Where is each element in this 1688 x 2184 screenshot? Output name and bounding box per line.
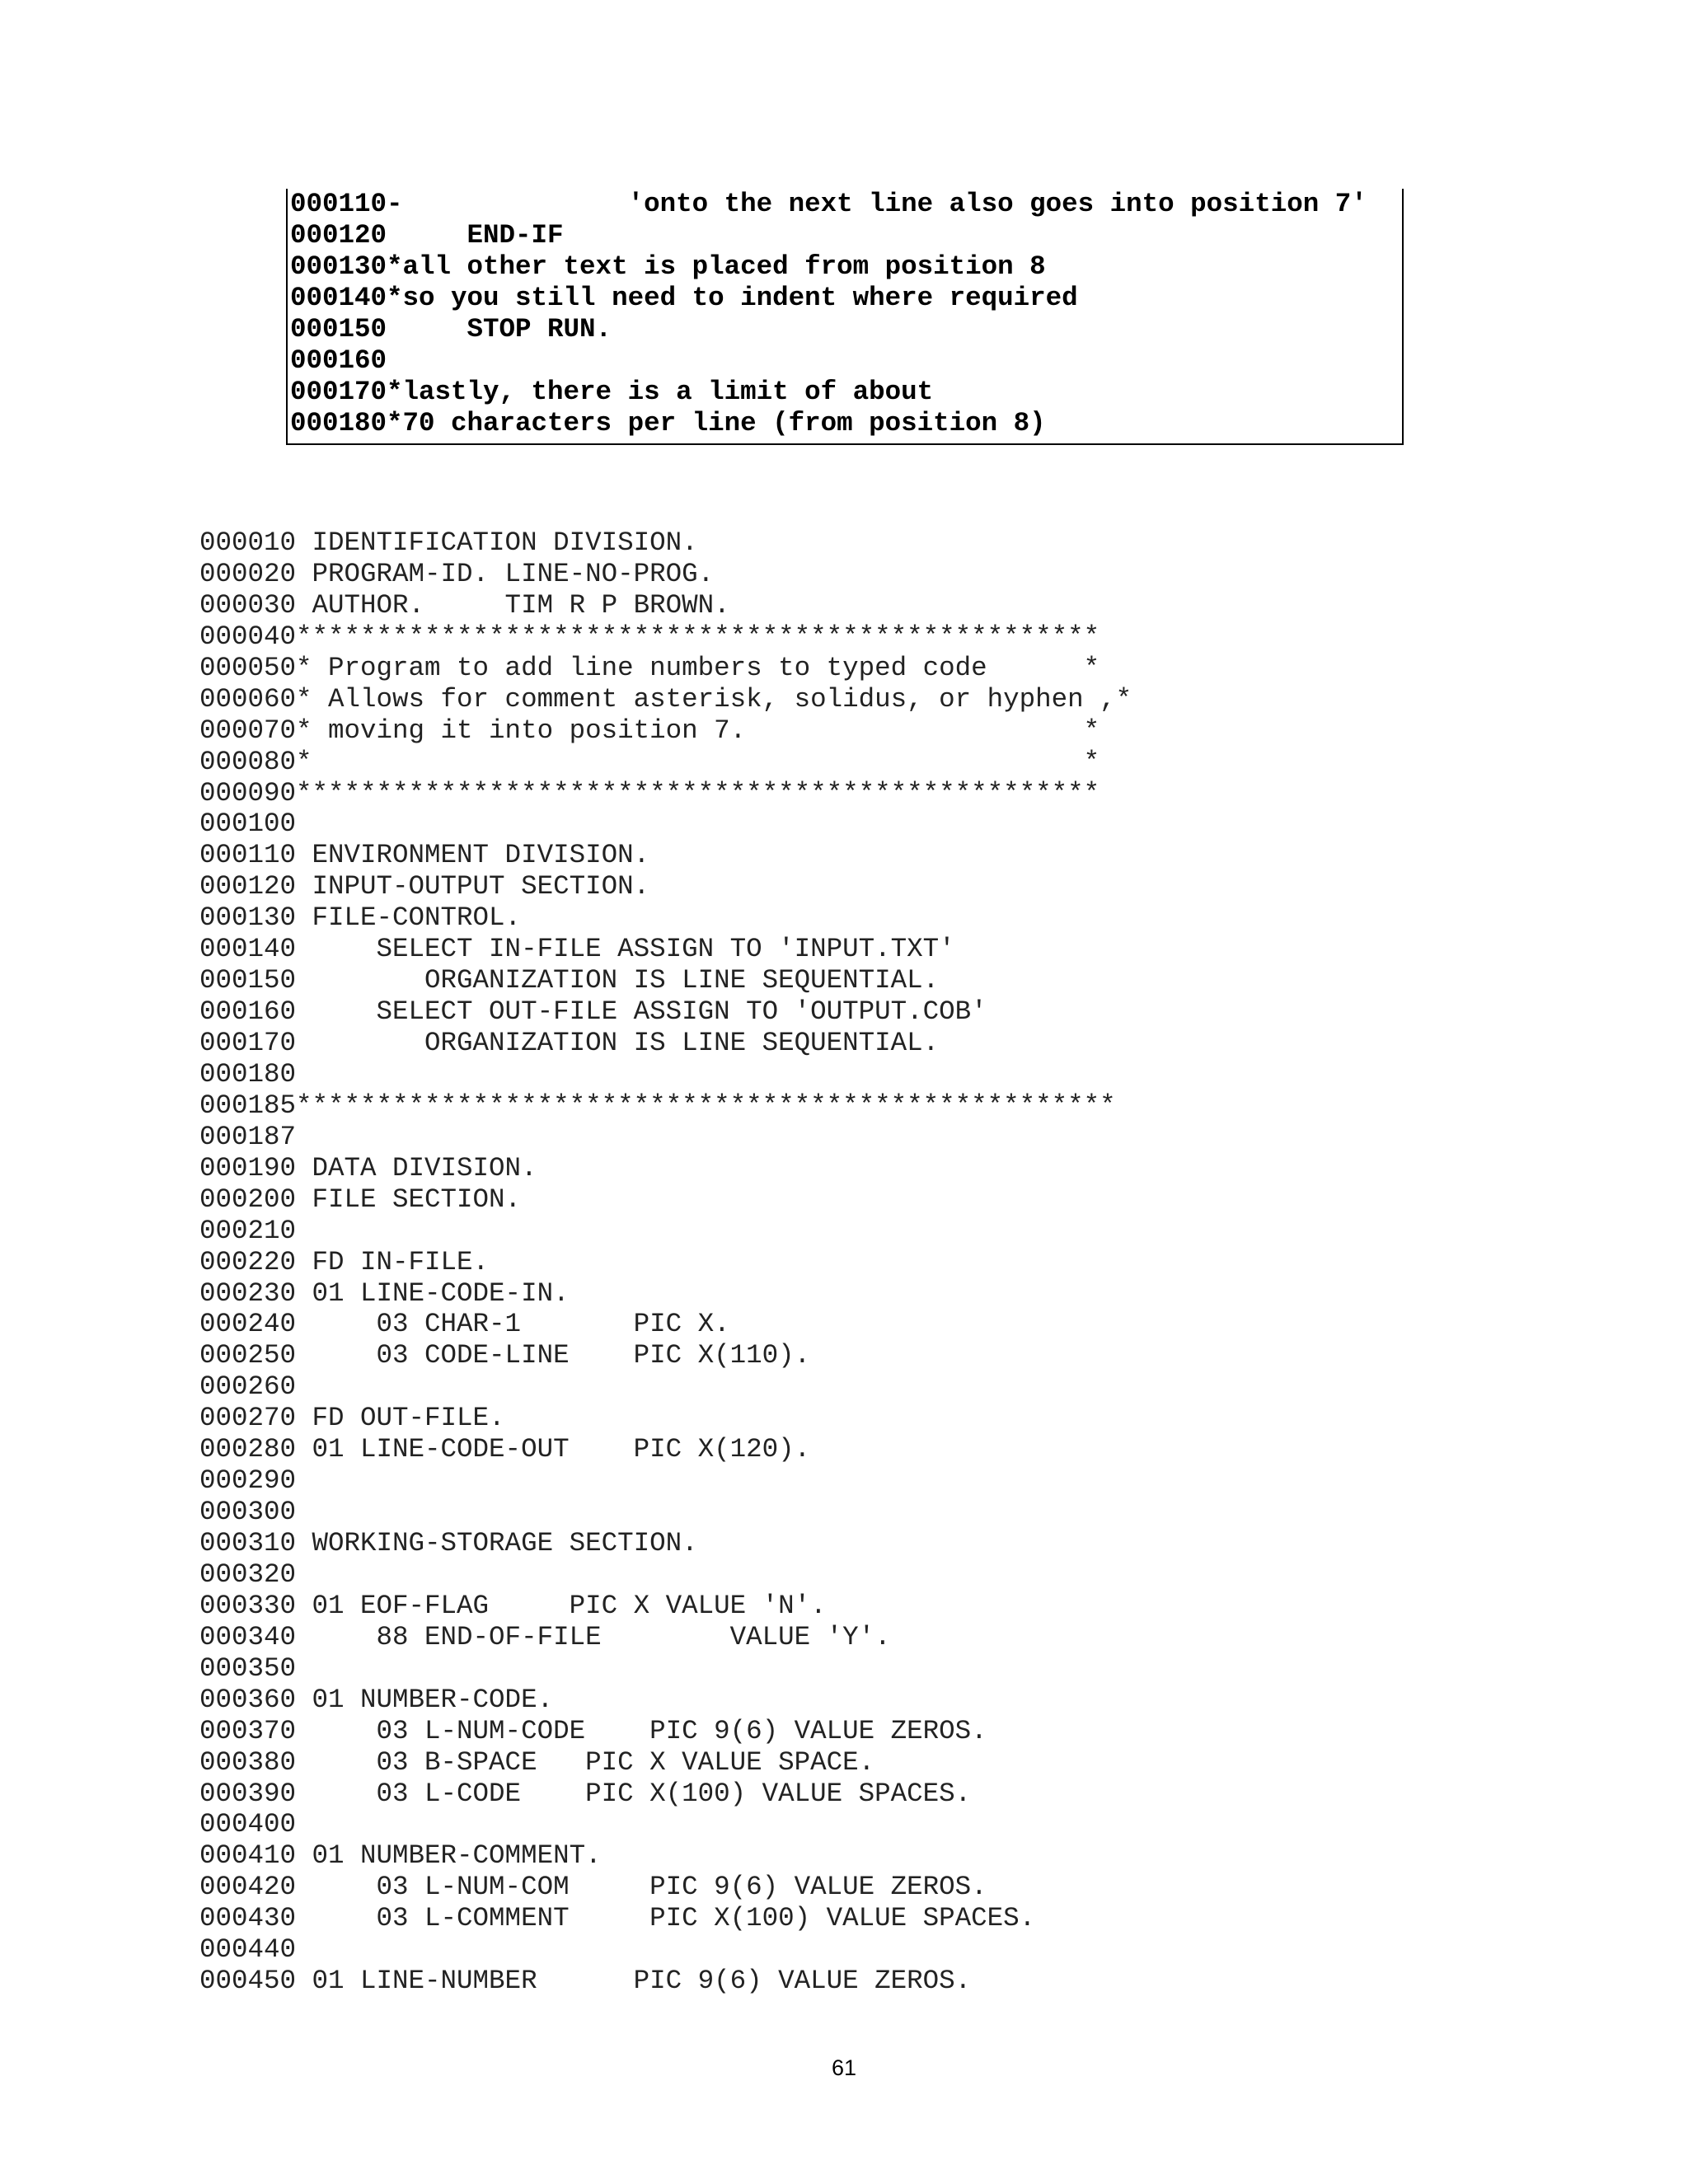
code-line: 000310 WORKING-STORAGE SECTION. xyxy=(199,1528,698,1558)
code-line: 000220 FD IN-FILE. xyxy=(199,1246,490,1277)
code-line: 000010 IDENTIFICATION DIVISION. xyxy=(199,527,698,558)
code-line: 000120 INPUT-OUTPUT SECTION. xyxy=(199,871,650,902)
code-line: 000360 01 NUMBER-CODE. xyxy=(199,1684,554,1715)
code-line: 000170 ORGANIZATION IS LINE SEQUENTIAL. xyxy=(199,1028,940,1058)
code-line: 000240 03 CHAR-1 PIC X. xyxy=(199,1309,730,1340)
code-line: 000100 xyxy=(199,808,297,840)
code-line: 000280 01 LINE-CODE-OUT PIC X(120). xyxy=(199,1434,811,1465)
code-line: 000130 FILE-CONTROL. xyxy=(199,902,522,934)
code-line: 000270 FD OUT-FILE. xyxy=(199,1403,505,1434)
boxed-code-line: 000150 STOP RUN. xyxy=(290,314,612,344)
boxed-code-line: 000140*so you still need to indent where required xyxy=(290,283,1078,313)
code-line: 000300 xyxy=(199,1497,297,1528)
boxed-code-line: 000170*lastly, there is a limit of about xyxy=(290,377,934,407)
code-line: 000400 xyxy=(199,1809,297,1840)
code-line: 000050* Program to add line numbers to typed code * xyxy=(199,652,1100,683)
code-line: 000210 xyxy=(199,1215,297,1246)
code-line: 000230 01 LINE-CODE-IN. xyxy=(199,1277,570,1309)
code-line: 000187 xyxy=(199,1121,297,1152)
code-line: 000180 xyxy=(199,1058,297,1090)
code-line: 000290 xyxy=(199,1465,297,1497)
code-line: 000420 03 L-NUM-COM PIC 9(6) VALUE ZEROS. xyxy=(199,1872,987,1903)
code-line: 000190 DATA DIVISION. xyxy=(199,1152,537,1183)
code-line: 000430 03 L-COMMENT PIC X(100) VALUE SPACES. xyxy=(199,1903,1036,1934)
code-line: 000450 01 LINE-NUMBER PIC 9(6) VALUE ZEROS. xyxy=(199,1966,972,1997)
code-line: 000320 xyxy=(199,1558,297,1590)
code-line: 000330 01 EOF-FLAG PIC X VALUE 'N'. xyxy=(199,1590,827,1621)
code-line: 000350 xyxy=(199,1652,297,1684)
code-line: 000185*************************************************** xyxy=(199,1090,1116,1121)
page-number: 61 xyxy=(831,2055,857,2080)
code-line: 000260 xyxy=(199,1371,297,1403)
code-line: 000440 xyxy=(199,1934,297,1966)
code-line: 000060* Allows for comment asterisk, solidus, or hyphen ,* xyxy=(199,683,1132,715)
boxed-code-listing xyxy=(286,189,1404,445)
code-line: 000380 03 B-SPACE PIC X VALUE SPACE. xyxy=(199,1746,875,1778)
boxed-code-line: 000120 END-IF xyxy=(290,220,564,251)
boxed-code-line: 000130*all other text is placed from position 8 xyxy=(290,251,1046,282)
code-line: 000140 SELECT IN-FILE ASSIGN TO 'INPUT.TXT' xyxy=(199,934,955,965)
boxed-code-line: 000160 xyxy=(290,345,387,376)
code-line: 000080* * xyxy=(199,746,1100,777)
boxed-code-line: 000110- 'onto the next line also goes into position 7' xyxy=(290,189,1367,219)
code-line: 000090************************************************** xyxy=(199,777,1100,808)
code-line: 000200 FILE SECTION. xyxy=(199,1183,522,1215)
code-line: 000030 AUTHOR. TIM R P BROWN. xyxy=(199,589,730,621)
cobol-code-listing xyxy=(199,527,1132,1997)
code-line: 000110 ENVIRONMENT DIVISION. xyxy=(199,840,650,871)
boxed-code-line: 000180*70 characters per line (from position 8) xyxy=(290,408,1046,438)
code-line: 000070* moving it into position 7. * xyxy=(199,715,1100,746)
code-line: 000390 03 L-CODE PIC X(100) VALUE SPACES. xyxy=(199,1778,972,1809)
code-line: 000370 03 L-NUM-CODE PIC 9(6) VALUE ZEROS. xyxy=(199,1715,987,1746)
code-line: 000250 03 CODE-LINE PIC X(110). xyxy=(199,1340,811,1371)
code-line: 000340 88 END-OF-FILE VALUE 'Y'. xyxy=(199,1621,891,1652)
code-line: 000150 ORGANIZATION IS LINE SEQUENTIAL. xyxy=(199,965,940,996)
code-line: 000160 SELECT OUT-FILE ASSIGN TO 'OUTPUT.COB' xyxy=(199,996,987,1028)
code-line: 000040************************************************** xyxy=(199,621,1100,652)
code-line: 000020 PROGRAM-ID. LINE-NO-PROG. xyxy=(199,558,715,589)
code-line: 000410 01 NUMBER-COMMENT. xyxy=(199,1840,602,1872)
